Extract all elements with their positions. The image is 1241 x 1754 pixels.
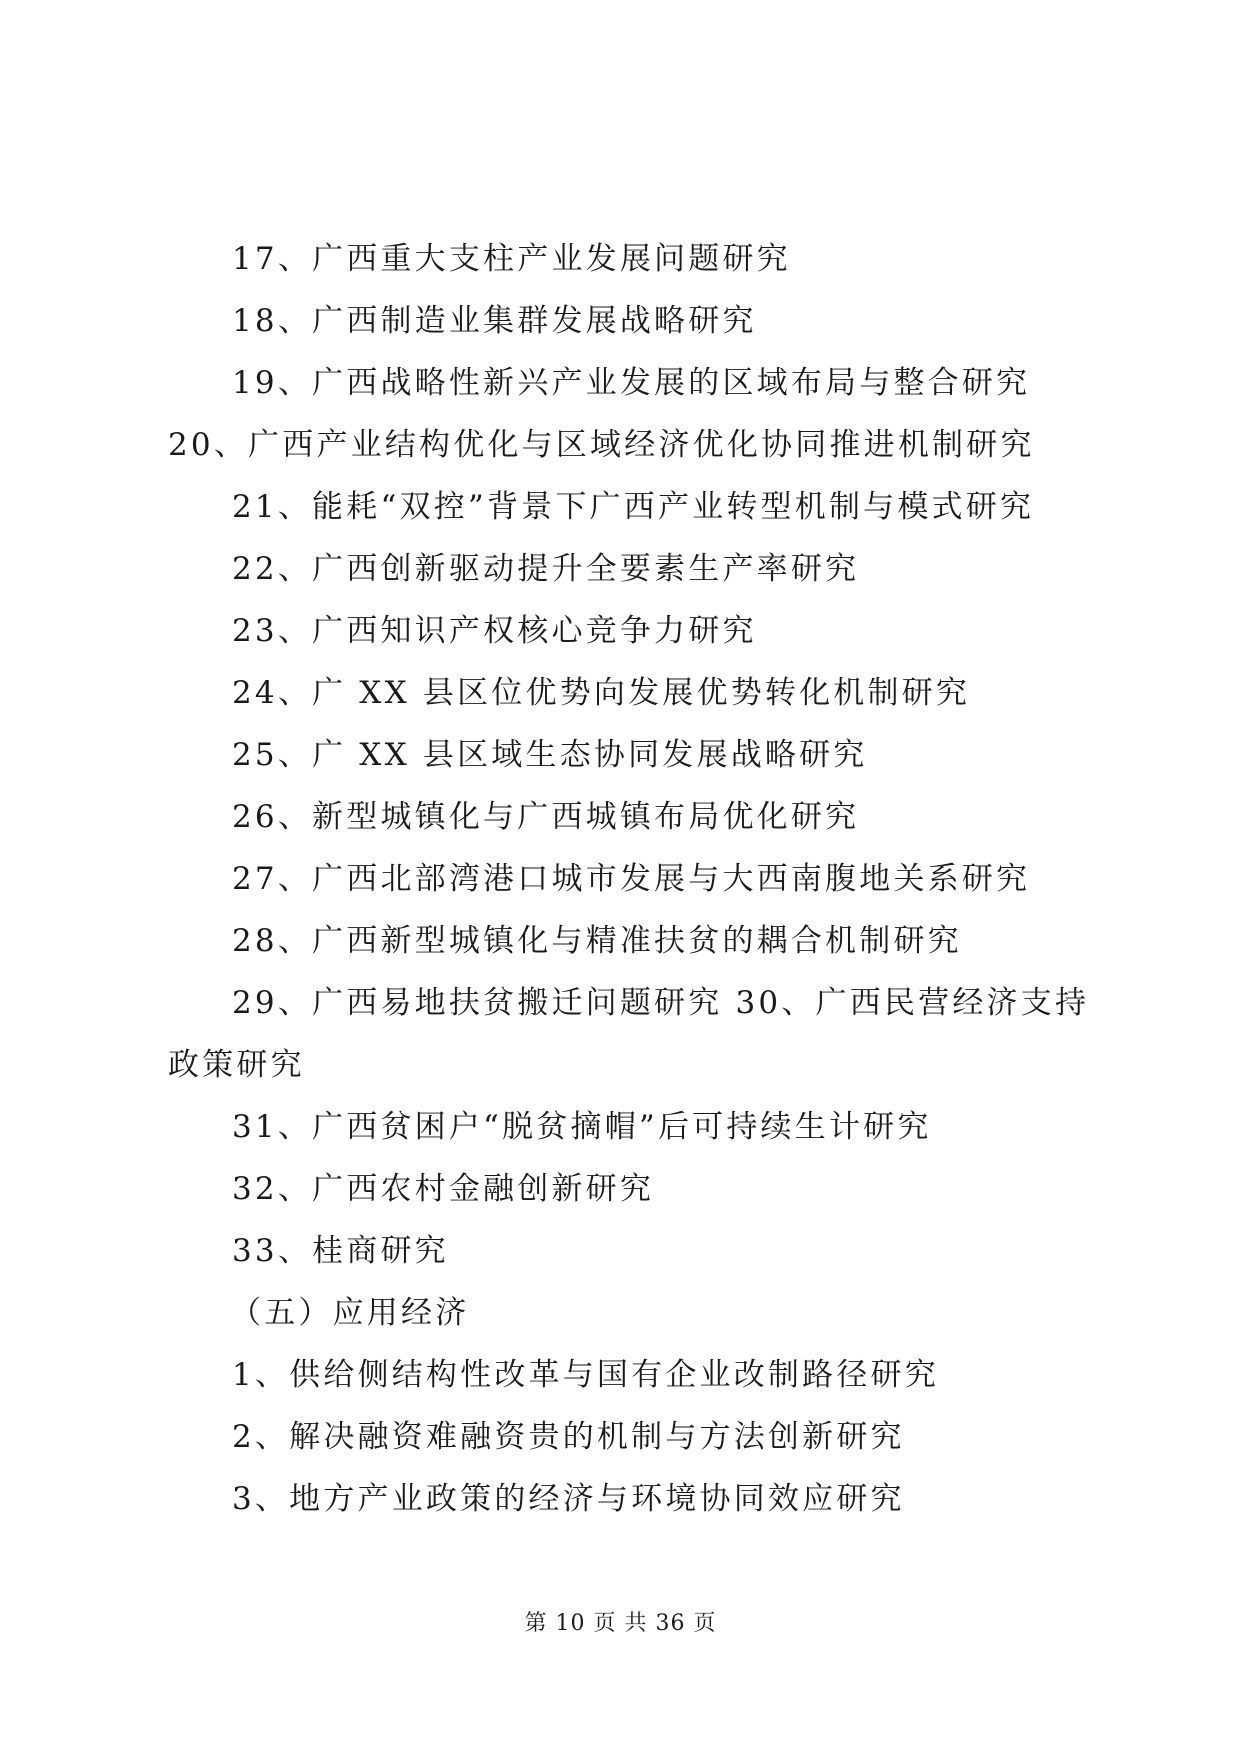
document-body <box>168 228 1098 1530</box>
paragraph-19-20: 19、广西战略性新兴产业发展的区域布局与整合研究 20、广西产业结构优化与区域经济优化协同推进机制研究 <box>168 365 1035 463</box>
paragraph-24: 24、广 XX 县区位优势向发展优势转化机制研究 <box>232 675 971 711</box>
page-footer: 第 10 页 共 36 页 <box>524 1611 717 1636</box>
paragraph-18: 18、广西制造业集群发展战略研究 <box>232 303 757 339</box>
paragraph-applied-1: 1、供给侧结构性改革与国有企业改制路径研究 <box>232 1357 939 1393</box>
paragraph-26: 26、新型城镇化与广西城镇布局优化研究 <box>232 799 860 835</box>
paragraph-28: 28、广西新型城镇化与精准扶贫的耦合机制研究 <box>232 923 962 959</box>
paragraph-32: 32、广西农村金融创新研究 <box>232 1171 655 1207</box>
paragraph-23: 23、广西知识产权核心竞争力研究 <box>232 613 757 649</box>
paragraph-27: 27、广西北部湾港口城市发展与大西南腹地关系研究 <box>232 861 1031 897</box>
paragraph-applied-3: 3、地方产业政策的经济与环境协同效应研究 <box>232 1481 905 1517</box>
paragraph-33: 33、桂商研究 <box>232 1233 449 1269</box>
paragraph-applied-2: 2、解决融资难融资贵的机制与方法创新研究 <box>232 1419 905 1455</box>
paragraph-25: 25、广 XX 县区域生态协同发展战略研究 <box>232 737 868 773</box>
paragraph-29-30: 29、广西易地扶贫搬迁问题研究 30、广西民营经济支持政策研究 <box>168 985 1090 1083</box>
paragraph-22: 22、广西创新驱动提升全要素生产率研究 <box>232 551 860 587</box>
paragraph-21: 21、能耗“双控”背景下广西产业转型机制与模式研究 <box>232 489 1035 525</box>
paragraph-31: 31、广西贫困户“脱贫摘帽”后可持续生计研究 <box>232 1109 932 1145</box>
section-heading-applied-economics: （五）应用经济 <box>230 1295 470 1331</box>
paragraph-17: 17、广西重大支柱产业发展问题研究 <box>232 241 791 277</box>
